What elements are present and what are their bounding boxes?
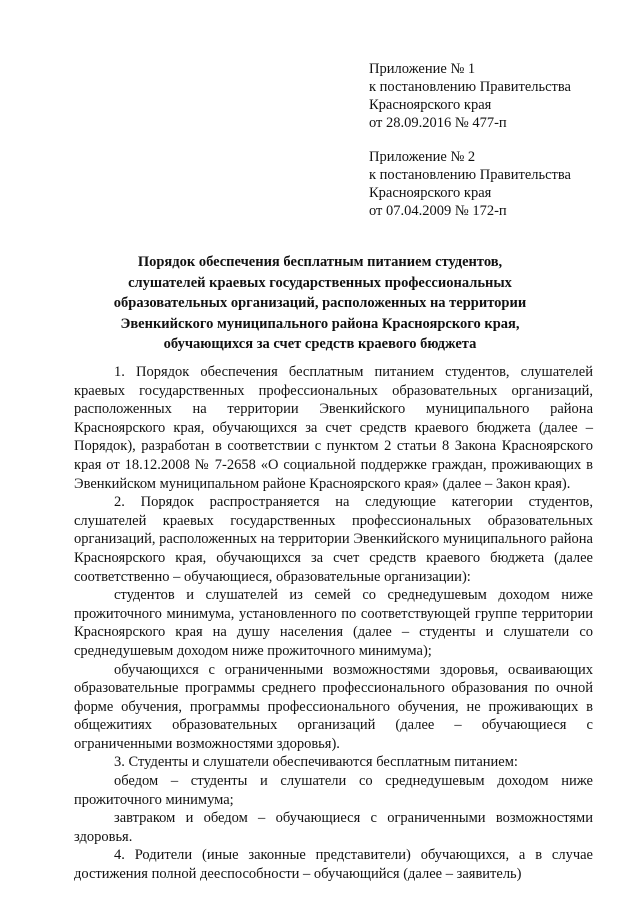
appendix-2-resolution: к постановлению Правительства (369, 167, 571, 183)
paragraph-1: 1. Порядок обеспечения бесплатным питанием студентов, слушателей краевых государственных профессиональных образовательных организаций, расположенных на территории Эвенкийского муниципального района Красноярского края, обучающихся за счет средств краевого бюджета (далее – Порядок), разработан в соответствии с пунктом 2 статьи 8 Закона Красноярского края от 18.12.2008 № 7-2658 «О социальной поддержке граждан, проживающих в Эвенкийском муниципальном районе Красноярского края» (далее – Закон края). (74, 364, 593, 492)
appendix-1-region: Красноярского края (369, 97, 492, 113)
paragraph-3: 3. Студенты и слушатели обеспечиваются бесплатным питанием: (114, 754, 518, 771)
title-line: обучающихся за счет средств краевого бюджета (163, 336, 477, 352)
appendix-1-date: от 28.09.2016 № 477-п (369, 115, 507, 131)
paragraph-4: 4. Родители (иные законные представители) обучающихся, а в случае достижения полной дееспособности – обучающийся (далее – заявитель) (74, 847, 593, 883)
paragraph-category-low-income: студентов и слушателей из семей со среднедушевым доходом ниже прожиточного минимума, установленного по соответствующей группе территории Красноярского края на душу населения (далее – студенты и слушатели со среднедушевым доходом ниже прожиточного минимума); (74, 587, 593, 659)
document-title (80, 252, 560, 355)
appendix-1-header (369, 60, 619, 132)
title-line: Порядок обеспечения бесплатным питанием студентов, (137, 254, 503, 270)
appendix-1-resolution: к постановлению Правительства (369, 79, 571, 95)
paragraph-category-disabilities: обучающихся с ограниченными возможностями здоровья, осваивающих образовательные программы среднего профессионального образования по очной форме обучения, программы профессионального обучения, не проживающих в общежитиях образовательных организаций (далее – обучающиеся с ограниченными возможностями здоровья). (74, 661, 593, 752)
paragraph-meal-breakfast-lunch: завтраком и обедом – обучающиеся с ограниченными возможностями здоровья. (74, 810, 593, 845)
title-line: слушателей краевых государственных профессиональных (128, 274, 512, 291)
paragraph-2: 2. Порядок распространяется на следующие категории студентов, слушателей краевых государственных профессиональных образовательных организаций, расположенных на территории Эвенкийского муниципального района Красноярского края, обучающихся за счет средств краевого бюджета (далее соответственно – обучающиеся, образовательные организации): (74, 494, 593, 585)
appendix-2-number: Приложение № 2 (369, 149, 476, 165)
appendix-2-region: Красноярского края (369, 185, 492, 201)
paragraph-meal-lunch: обедом – студенты и слушатели со среднедушевым доходом ниже прожиточного минимума; (74, 773, 593, 808)
document-body (74, 363, 593, 884)
title-line: Эвенкийского муниципального района Красноярского края, (120, 315, 520, 332)
title-line: образовательных организаций, расположенных на территории (113, 295, 527, 311)
appendix-2-header (369, 148, 619, 220)
appendix-2-date: от 07.04.2009 № 172-п (369, 203, 507, 219)
appendix-1-number: Приложение № 1 (369, 61, 476, 77)
